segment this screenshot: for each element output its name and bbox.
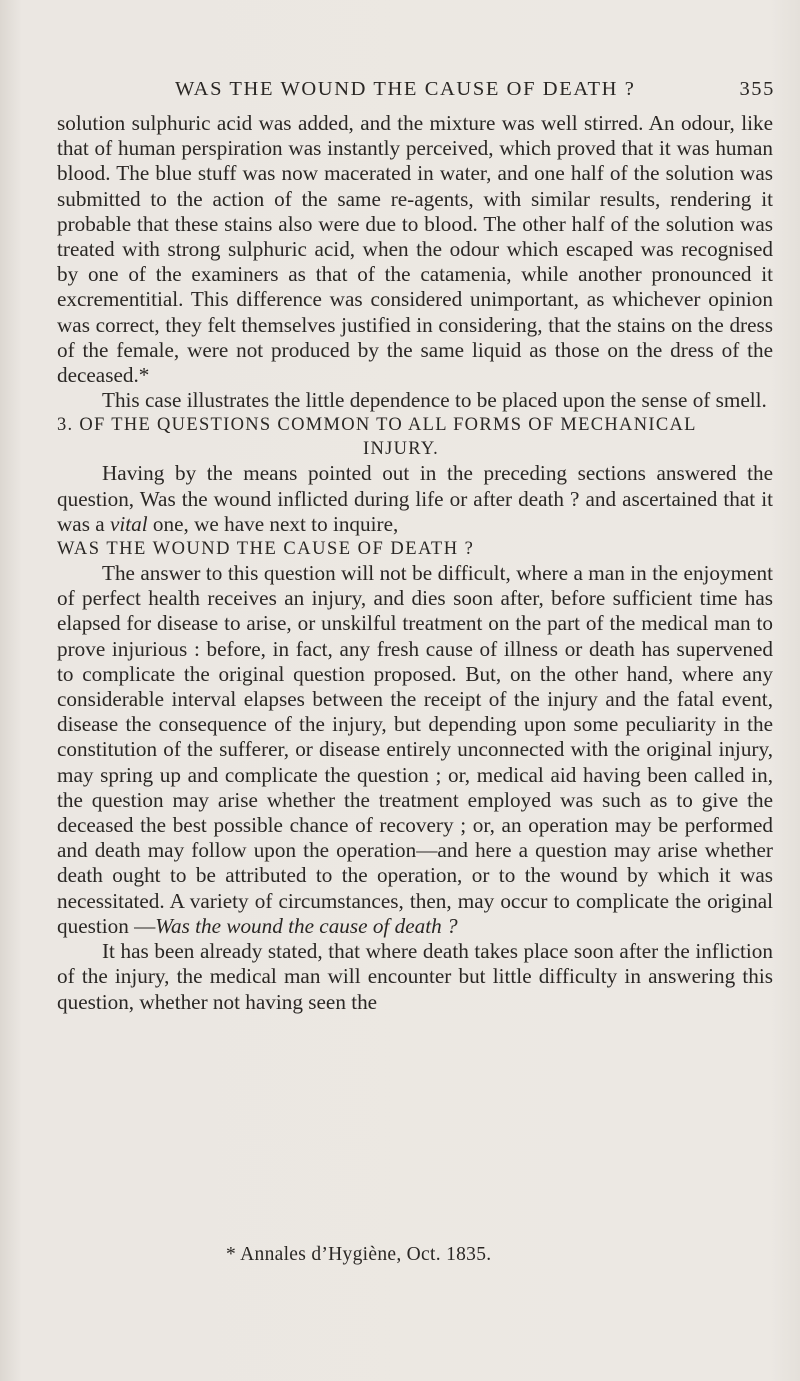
- running-head: [175, 78, 775, 101]
- paragraph-having-italic: vital: [109, 511, 148, 536]
- section-heading: [57, 413, 773, 461]
- body-text: [57, 111, 773, 1015]
- running-title: WAS THE WOUND THE CAUSE OF DEATH ?: [175, 78, 636, 100]
- section-heading-line1: 3. OF THE QUESTIONS COMMON TO ALL FORMS OF MECHANICAL: [57, 415, 697, 436]
- paragraph-having: [57, 461, 773, 537]
- subheading: WAS THE WOUND THE CAUSE OF DEATH ?: [57, 539, 475, 560]
- paragraph-answer-italic: Was the wound the cause of death ?: [155, 913, 458, 938]
- paragraph-continued: solution sulphuric acid was added, and the mixture was well stirred. An odour, like that of human perspiration was instantly perceived, which proved that it was human blood. The blue stuff was now macerated in water, and one half of the solution was submitted to the action of the same re-agents, with similar results, rendering it probable that these stains also were due to blood. The other half of the solution was treated with strong sulphuric acid, when the odour which escaped was recognised by one of the examiners as that of the catamenia, while another pronounced it excrementitial. This difference was considered unimportant, as whichever opinion was correct, they felt themselves justified in considering, that the stains on the dress of the female, were not produced by the same liquid as those on the dress of the deceased.*: [57, 111, 773, 388]
- paragraph-answer: [57, 561, 773, 939]
- paragraph-already-stated: It has been already stated, that where death takes place soon after the infliction of the injury, the medical man will encounter but little difficulty in answering this question, whether not having seen the: [57, 939, 773, 1014]
- section-heading-line2: INJURY.: [363, 439, 440, 460]
- paragraph-smell: This case illustrates the little dependence to be placed upon the sense of smell.: [102, 388, 767, 413]
- paragraph-having-text-1: Having by the means pointed out in the preceding sections answered the question, Was the wound inflicted during life or after death ? and ascertained that it was a: [57, 461, 773, 536]
- paragraph-answer-text: The answer to this question will not be difficult, where a man in the enjoyment of perfect health receives an injury, and dies soon after, before sufficient time has elapsed for disease to arise, or unskilful treatment on the part of the medical man to prove injurious : before, in fact, any fresh cause of illness or death has supervened to complicate the original question proposed. But, on the other hand, where any considerable interval elapses between the receipt of the injury and the fatal event, disease the consequence of the injury, but depending upon some peculiarity in the constitution of the sufferer, or disease entirely unconnected with the original injury, may spring up and complicate the question ; or, medical aid having been called in, the question may arise whether the treatment employed was such as to give the deceased the best possible chance of recovery ; or, an operation may be performed and death may follow upon the operation—and here a question may arise whether death ought to be attributed to the operation, or to the wound by which it was necessitated. A variety of circumstances, then, may occur to complicate the original question —: [57, 561, 773, 938]
- page-number: 355: [739, 78, 775, 100]
- footnote: * Annales d’Hygiène, Oct. 1835.: [226, 1244, 492, 1265]
- paragraph-having-text-2: one, we have next to inquire,: [147, 511, 399, 536]
